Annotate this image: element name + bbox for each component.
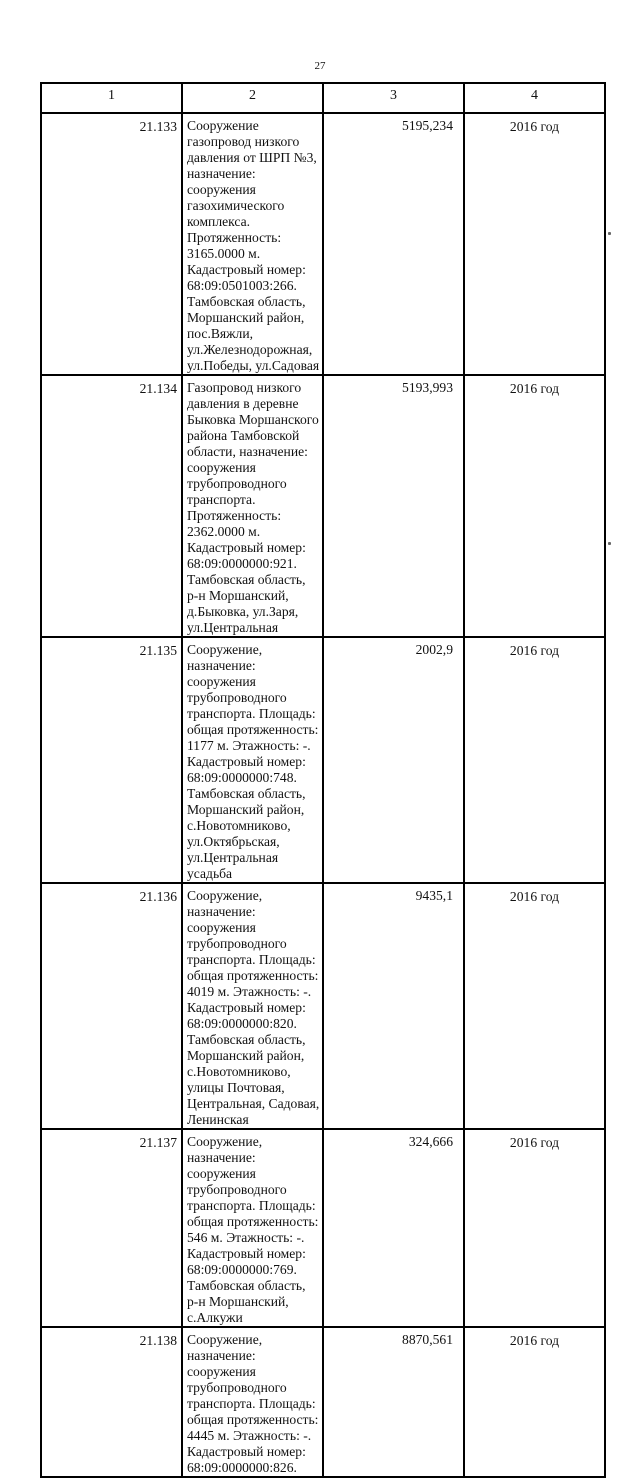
row-value: 2002,9 (323, 637, 464, 883)
row-year: 2016 год (464, 637, 605, 883)
row-year: 2016 год (464, 1327, 605, 1477)
table-row (41, 883, 605, 1129)
header-col-3: 3 (323, 83, 464, 113)
row-description: Сооружение, назначение: сооружения трубопроводного транспорта. Площадь: общая протяженность: 4445 м. Этажность: -. Кадастровый номер: 68:09:0000000:826. (182, 1327, 323, 1477)
table-row (41, 1129, 605, 1327)
table-row (41, 1327, 605, 1477)
header-col-1: 1 (41, 83, 182, 113)
row-year: 2016 год (464, 113, 605, 375)
table-header-row (41, 83, 605, 113)
row-description: Сооружение, назначение: сооружения трубопроводного транспорта. Площадь: общая протяженность: 4019 м. Этажность: -. Кадастровый номер: 68:09:0000000:820. Тамбовская область, Моршанский район, с.Новотомниково, улицы Почтовая, Центральная, Садовая, Ленинская (182, 883, 323, 1129)
row-description: Сооружение газопровод низкого давления от ШРП №3, назначение: сооружения газохимического комплекса. Протяженность: 3165.0000 м. Кадастровый номер: 68:09:0501003:266. Тамбовская область, Моршанский район, пос.Вяжли, ул.Железнодорожная, ул.Победы, ул.Садовая (182, 113, 323, 375)
page-number: 27 (314, 60, 326, 72)
row-number: 21.133 (41, 113, 182, 375)
table-row (41, 637, 605, 883)
row-value: 9435,1 (323, 883, 464, 1129)
row-number: 21.135 (41, 637, 182, 883)
row-year: 2016 год (464, 1129, 605, 1327)
scan-margin-mark (608, 542, 611, 545)
row-value: 324,666 (323, 1129, 464, 1327)
header-col-4: 4 (464, 83, 605, 113)
row-description: Сооружение, назначение: сооружения трубопроводного транспорта. Площадь: общая протяженность: 1177 м. Этажность: -. Кадастровый номер: 68:09:0000000:748. Тамбовская область, Моршанский район, с.Новотомниково, ул.Октябрьская, ул.Центральная усадьба (182, 637, 323, 883)
row-number: 21.138 (41, 1327, 182, 1477)
scan-margin-mark (608, 232, 611, 235)
row-year: 2016 год (464, 883, 605, 1129)
table-row (41, 113, 605, 375)
header-col-2: 2 (182, 83, 323, 113)
row-description: Сооружение, назначение: сооружения трубопроводного транспорта. Площадь: общая протяженность: 546 м. Этажность: -. Кадастровый номер: 68:09:0000000:769. Тамбовская область, р-н Моршанский, с.Алкужи (182, 1129, 323, 1327)
row-value: 5193,993 (323, 375, 464, 637)
row-value: 8870,561 (323, 1327, 464, 1477)
property-table (40, 82, 606, 1478)
row-number: 21.136 (41, 883, 182, 1129)
row-number: 21.134 (41, 375, 182, 637)
row-number: 21.137 (41, 1129, 182, 1327)
row-value: 5195,234 (323, 113, 464, 375)
table-row (41, 375, 605, 637)
row-description: Газопровод низкого давления в деревне Быковка Моршанского района Тамбовской области, назначение: сооружения трубопроводного транспорта. Протяженность: 2362.0000 м. Кадастровый номер: 68:09:0000000:921. Тамбовская область, р-н Моршанский, д.Быковка, ул.Заря, ул.Центральная (182, 375, 323, 637)
row-year: 2016 год (464, 375, 605, 637)
